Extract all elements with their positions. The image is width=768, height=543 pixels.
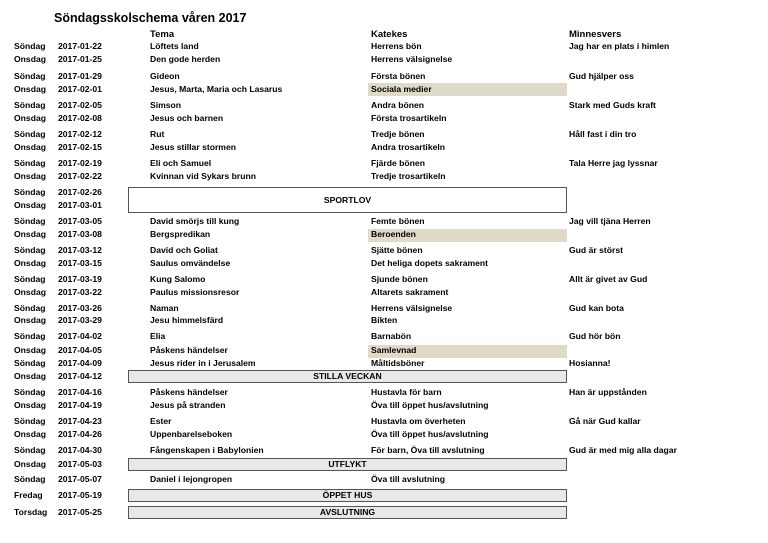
band-avslutning: AVSLUTNING — [128, 506, 567, 519]
row-tema: Fångenskapen i Babylonien — [150, 445, 264, 455]
row-minnesvers: Gud är med mig alla dagar — [569, 445, 677, 455]
row-date: 2017-02-15 — [58, 142, 102, 152]
band-stilla-veckan: STILLA VECKAN — [128, 370, 567, 383]
row-day: Onsdag — [14, 400, 46, 410]
row-date: 2017-04-12 — [58, 371, 102, 381]
row-date: 2017-03-15 — [58, 258, 102, 268]
row-minnesvers: Stark med Guds kraft — [569, 100, 656, 110]
row-katekes: Beroenden — [371, 229, 416, 239]
row-katekes: Tredje trosartikeln — [371, 171, 446, 181]
band-sportlov: SPORTLOV — [128, 187, 567, 213]
row-date: 2017-03-19 — [58, 274, 102, 284]
page-title: Söndagsskolschema våren 2017 — [54, 11, 247, 25]
row-tema: Naman — [150, 303, 179, 313]
row-day: Söndag — [14, 41, 46, 51]
row-day: Onsdag — [14, 345, 46, 355]
row-date: 2017-02-19 — [58, 158, 102, 168]
row-minnesvers: Gå när Gud kallar — [569, 416, 641, 426]
row-minnesvers: Jag har en plats i himlen — [569, 41, 670, 51]
row-tema: David smörjs till kung — [150, 216, 240, 226]
row-tema: Jesus och barnen — [150, 113, 224, 123]
row-day: Söndag — [14, 416, 46, 426]
header-tema: Tema — [150, 29, 175, 40]
row-date: 2017-03-22 — [58, 287, 102, 297]
row-day: Onsdag — [14, 142, 46, 152]
header-minnesvers: Minnesvers — [569, 29, 622, 40]
row-katekes: Femte bönen — [371, 216, 425, 226]
row-tema: Påskens händelser — [150, 345, 228, 355]
row-katekes: Herrens välsignelse — [371, 303, 453, 313]
row-katekes: Tredje bönen — [371, 129, 425, 139]
row-katekes: Öva till öppet hus/avslutning — [371, 429, 489, 439]
row-date: 2017-02-22 — [58, 171, 102, 181]
row-katekes: Sjätte bönen — [371, 245, 423, 255]
row-katekes: För barn, Öva till avslutning — [371, 445, 485, 455]
row-tema: David och Goliat — [150, 245, 218, 255]
row-day: Söndag — [14, 358, 46, 368]
row-date: 2017-03-29 — [58, 315, 102, 325]
row-date: 2017-02-08 — [58, 113, 102, 123]
row-tema: Kung Salomo — [150, 274, 206, 284]
row-day: Onsdag — [14, 287, 46, 297]
row-day: Torsdag — [14, 507, 48, 517]
row-katekes: Andra bönen — [371, 100, 424, 110]
row-katekes: Hustavla om överheten — [371, 416, 466, 426]
band-oppet-hus: ÖPPET HUS — [128, 489, 567, 502]
row-katekes: Altarets sakrament — [371, 287, 449, 297]
row-day: Onsdag — [14, 113, 46, 123]
row-katekes: Sociala medier — [371, 84, 432, 94]
row-minnesvers: Håll fast i din tro — [569, 129, 637, 139]
row-katekes: Herrens bön — [371, 41, 422, 51]
row-katekes: Måltidsböner — [371, 358, 425, 368]
row-tema: Jesus på stranden — [150, 400, 226, 410]
row-day: Onsdag — [14, 459, 46, 469]
row-minnesvers: Tala Herre jag lyssnar — [569, 158, 658, 168]
row-tema: Löftets land — [150, 41, 199, 51]
row-date: 2017-03-12 — [58, 245, 102, 255]
row-minnesvers: Gud hjälper oss — [569, 71, 634, 81]
row-date: 2017-03-01 — [58, 200, 102, 210]
row-tema: Rut — [150, 129, 165, 139]
row-minnesvers: Jag vill tjäna Herren — [569, 216, 651, 226]
row-tema: Jesu himmelsfärd — [150, 315, 224, 325]
row-date: 2017-03-26 — [58, 303, 102, 313]
row-date: 2017-02-26 — [58, 187, 102, 197]
row-date: 2017-04-16 — [58, 387, 102, 397]
row-day: Söndag — [14, 274, 46, 284]
row-minnesvers: Gud är störst — [569, 245, 623, 255]
row-day: Söndag — [14, 216, 46, 226]
row-date: 2017-02-01 — [58, 84, 102, 94]
row-katekes: Öva till öppet hus/avslutning — [371, 400, 489, 410]
row-day: Onsdag — [14, 84, 46, 94]
row-date: 2017-04-30 — [58, 445, 102, 455]
row-katekes: Öva till avslutning — [371, 474, 446, 484]
row-date: 2017-03-08 — [58, 229, 102, 239]
row-minnesvers: Han är uppstånden — [569, 387, 647, 397]
row-date: 2017-04-19 — [58, 400, 102, 410]
row-day: Söndag — [14, 303, 46, 313]
row-date: 2017-05-19 — [58, 490, 102, 500]
row-katekes: Det heliga dopets sakrament — [371, 258, 489, 268]
row-minnesvers: Gud hör bön — [569, 331, 621, 341]
row-date: 2017-02-12 — [58, 129, 102, 139]
row-katekes: Sjunde bönen — [371, 274, 428, 284]
row-minnesvers: Gud kan bota — [569, 303, 624, 313]
row-date: 2017-01-25 — [58, 54, 102, 64]
row-tema: Elia — [150, 331, 166, 341]
row-katekes: Hustavla för barn — [371, 387, 442, 397]
row-day: Onsdag — [14, 371, 46, 381]
row-katekes: Herrens välsignelse — [371, 54, 453, 64]
row-katekes: Bikten — [371, 315, 398, 325]
row-date: 2017-02-05 — [58, 100, 102, 110]
row-katekes: Andra trosartikeln — [371, 142, 446, 152]
row-tema: Jesus stillar stormen — [150, 142, 236, 152]
row-minnesvers: Allt är givet av Gud — [569, 274, 648, 284]
row-day: Fredag — [14, 490, 43, 500]
row-date: 2017-05-07 — [58, 474, 102, 484]
row-day: Söndag — [14, 445, 46, 455]
row-date: 2017-04-05 — [58, 345, 102, 355]
row-day: Söndag — [14, 129, 46, 139]
row-tema: Gideon — [150, 71, 180, 81]
band-utflykt: UTFLYKT — [128, 458, 567, 471]
row-date: 2017-04-09 — [58, 358, 102, 368]
row-day: Söndag — [14, 331, 46, 341]
row-day: Onsdag — [14, 171, 46, 181]
row-tema: Eli och Samuel — [150, 158, 212, 168]
row-date: 2017-05-03 — [58, 459, 102, 469]
row-day: Söndag — [14, 187, 46, 197]
row-katekes: Första bönen — [371, 71, 426, 81]
row-date: 2017-04-26 — [58, 429, 102, 439]
row-day: Söndag — [14, 245, 46, 255]
row-day: Onsdag — [14, 54, 46, 64]
row-tema: Den gode herden — [150, 54, 221, 64]
row-tema: Saulus omvändelse — [150, 258, 231, 268]
row-day: Onsdag — [14, 229, 46, 239]
row-minnesvers: Hosianna! — [569, 358, 611, 368]
row-tema: Daniel i lejongropen — [150, 474, 233, 484]
row-date: 2017-04-23 — [58, 416, 102, 426]
row-tema: Bergspredikan — [150, 229, 211, 239]
row-katekes: Fjärde bönen — [371, 158, 425, 168]
row-day: Onsdag — [14, 258, 46, 268]
row-tema: Påskens händelser — [150, 387, 228, 397]
row-day: Söndag — [14, 474, 46, 484]
row-day: Onsdag — [14, 200, 46, 210]
row-date: 2017-01-22 — [58, 41, 102, 51]
row-tema: Uppenbarelseboken — [150, 429, 233, 439]
row-day: Söndag — [14, 387, 46, 397]
row-tema: Ester — [150, 416, 172, 426]
row-katekes: Samlevnad — [371, 345, 417, 355]
row-katekes: Barnabön — [371, 331, 412, 341]
row-tema: Jesus, Marta, Maria och Lasarus — [150, 84, 283, 94]
row-date: 2017-03-05 — [58, 216, 102, 226]
row-katekes: Första trosartikeln — [371, 113, 447, 123]
row-day: Onsdag — [14, 429, 46, 439]
row-day: Söndag — [14, 100, 46, 110]
row-tema: Kvinnan vid Sykars brunn — [150, 171, 257, 181]
row-tema: Paulus missionsresor — [150, 287, 240, 297]
row-day: Söndag — [14, 158, 46, 168]
header-katekes: Katekes — [371, 29, 408, 40]
row-date: 2017-01-29 — [58, 71, 102, 81]
row-date: 2017-05-25 — [58, 507, 102, 517]
row-day: Onsdag — [14, 315, 46, 325]
row-tema: Jesus rider in i Jerusalem — [150, 358, 256, 368]
row-date: 2017-04-02 — [58, 331, 102, 341]
row-day: Söndag — [14, 71, 46, 81]
row-tema: Simson — [150, 100, 182, 110]
